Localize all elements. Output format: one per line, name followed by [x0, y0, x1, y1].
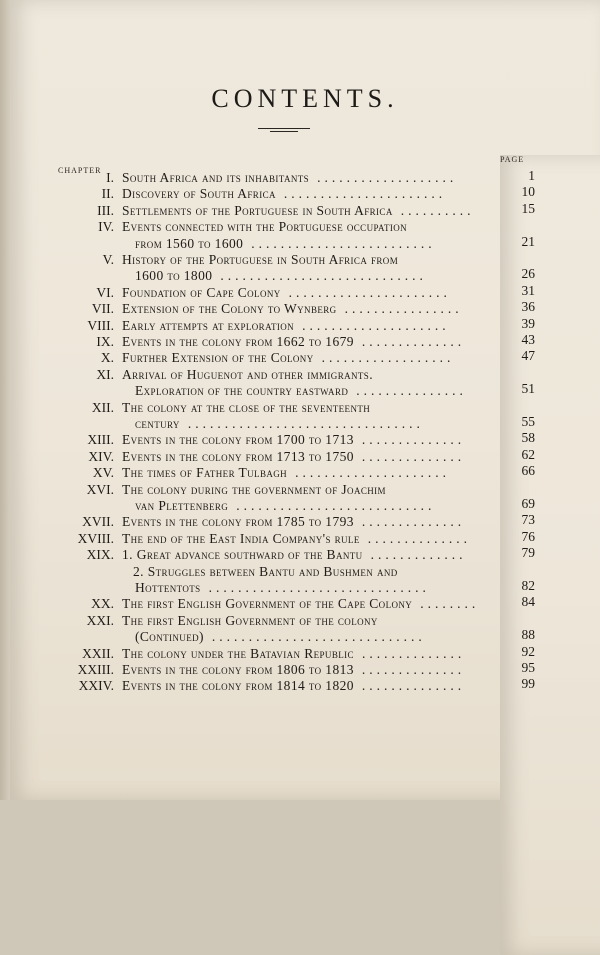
chapter-number: V.: [102, 252, 114, 267]
dot-leader: ..............: [367, 530, 471, 546]
dot-leader: ................: [344, 301, 463, 317]
page-number: 55: [521, 414, 535, 429]
page-number: 58: [521, 430, 535, 446]
dot-leader: .....................: [295, 465, 450, 481]
chapter-title: Events in the colony from 1814 to 1820: [122, 678, 354, 694]
dot-leader: .............: [370, 547, 467, 563]
page-number: 82: [521, 578, 535, 593]
chapter-title: 1. Great advance southward of the Bantu: [122, 547, 363, 563]
dot-leader: ..................: [321, 350, 455, 366]
page-number: 88: [521, 627, 535, 643]
chapter-number: I.: [106, 170, 114, 185]
dot-leader: ........: [420, 596, 480, 612]
page-number: 84: [521, 594, 535, 610]
chapter-title: South Africa and its inhabitants: [122, 170, 310, 185]
chapter-number: XX.: [91, 596, 114, 612]
chapter-title: Arrival of Huguenot and other immigrants.: [122, 366, 373, 382]
page-number: 76: [521, 528, 535, 544]
chapter-title: Events in the colony from 1700 to 1713: [122, 432, 354, 448]
dot-leader: ............................: [220, 268, 427, 284]
chapter-title: Events connected with the Portuguese occupation: [122, 219, 408, 235]
page-number: 69: [521, 496, 535, 511]
title-rule: [258, 128, 310, 129]
chapter-title: from 1560 to 1600: [135, 235, 244, 251]
dot-leader: ..............: [361, 645, 466, 661]
chapter-number: XI.: [96, 366, 114, 382]
chapter-number: XIV.: [88, 448, 114, 464]
chapter-title: century: [135, 416, 180, 431]
chapter-title: Events in the colony from 1806 to 1813: [122, 662, 354, 677]
dot-leader: ...............: [356, 383, 467, 399]
chapter-number: XV.: [92, 465, 114, 481]
dot-leader: ..............: [361, 448, 466, 464]
chapter-number: X.: [100, 350, 114, 366]
chapter-title: Settlements of the Portuguese in South Africa: [122, 202, 393, 218]
chapter-number: [10, 564, 114, 580]
dot-leader: ................................: [187, 416, 424, 431]
chapter-number: XVIII.: [77, 530, 114, 546]
chapter-title: The end of the East India Company's rule: [122, 530, 360, 546]
chapter-title: Early attempts at exploration: [122, 317, 295, 333]
dot-leader: ..............: [361, 334, 466, 349]
dot-leader: ..............................: [208, 580, 430, 595]
chapter-title: The first English Government of the Cape Colony: [122, 596, 413, 612]
page-number: 10: [521, 184, 535, 200]
chapter-number: VI.: [96, 284, 114, 300]
chapter-title: 1600 to 1800: [135, 268, 213, 284]
chapter-column-header: CHAPTER: [58, 166, 102, 175]
dot-leader: ..............: [361, 432, 466, 448]
book-page: [10, 0, 600, 800]
chapter-title: 2. Struggles between Bantu and Bushmen and: [133, 563, 398, 579]
chapter-title: Events in the colony from 1785 to 1793: [122, 514, 354, 530]
page-number: 47: [521, 348, 535, 364]
dot-leader: ...................: [317, 170, 458, 185]
dot-leader: ..........: [400, 202, 475, 218]
chapter-number: XVII.: [82, 514, 114, 530]
page-number: 95: [521, 660, 535, 675]
dot-leader: ...........................: [236, 498, 436, 513]
title-rule-short: [270, 131, 298, 132]
chapter-number: XXI.: [86, 612, 114, 628]
dot-leader: ......................: [283, 186, 447, 202]
chapter-title: The colony during the government of Joachim: [122, 481, 386, 497]
chapter-number: XVI.: [86, 481, 114, 497]
chapter-title: Events in the colony from 1713 to 1750: [122, 448, 354, 464]
chapter-title: Extension of the Colony to Wynberg: [122, 301, 337, 317]
chapter-number: IX.: [96, 334, 114, 349]
page-number: 66: [521, 463, 535, 479]
page-column-header: PAGE: [500, 155, 600, 955]
chapter-title: The first English Government of the colony: [122, 612, 378, 628]
page-number: 21: [521, 233, 535, 249]
page-number: 36: [521, 299, 535, 315]
chapter-title: Hottentots: [135, 580, 201, 595]
chapter-number: XIII.: [87, 432, 114, 448]
dot-leader: ..............: [361, 514, 466, 530]
chapter-title: (Continued): [135, 629, 204, 645]
page-number: 92: [521, 643, 535, 659]
chapter-title: Events in the colony from 1662 to 1679: [122, 334, 354, 349]
dot-leader: .............................: [211, 629, 426, 645]
chapter-number: XXIII.: [77, 662, 114, 677]
chapter-number: IV.: [98, 219, 114, 235]
page-number: 39: [521, 315, 535, 331]
chapter-title: Further Extension of the Colony: [122, 350, 314, 366]
page-number: 99: [521, 676, 535, 692]
page-number: 62: [521, 446, 535, 462]
chapter-number: XXII.: [82, 645, 114, 661]
chapter-title: The colony at the close of the seventeenth: [122, 399, 371, 415]
page-number: 31: [521, 282, 535, 298]
dot-leader: ....................: [302, 317, 450, 333]
chapter-number: VII.: [91, 301, 114, 317]
page-number: 15: [521, 200, 535, 216]
chapter-number: II.: [101, 186, 114, 202]
page-number: 1: [528, 168, 535, 183]
chapter-title: Foundation of Cape Colony: [122, 284, 281, 300]
chapter-title: The times of Father Tulbagh: [122, 465, 288, 481]
chapter-number: VIII.: [87, 317, 114, 333]
chapter-title: The colony under the Batavian Republic: [122, 645, 354, 661]
chapter-title: Discovery of South Africa: [122, 186, 276, 202]
page-number: 73: [521, 512, 535, 528]
dot-leader: ..............: [361, 662, 466, 677]
page-number: 26: [521, 266, 535, 282]
dot-leader: ......................: [288, 284, 451, 300]
chapter-number: XXIV.: [78, 678, 114, 694]
page-title: CONTENTS.: [211, 84, 399, 113]
chapter-number: XII.: [91, 399, 114, 415]
page-number: 51: [521, 381, 535, 397]
page-number: 79: [521, 545, 535, 561]
dot-leader: ..............: [361, 678, 466, 694]
chapter-title: History of the Portuguese in South Africa from: [122, 252, 399, 267]
chapter-title: van Plettenberg: [135, 498, 229, 513]
chapter-title: Exploration of the country eastward: [135, 383, 349, 399]
dot-leader: .........................: [251, 235, 436, 251]
chapter-number: XIX.: [86, 547, 114, 563]
chapter-number: III.: [97, 202, 114, 218]
page-number: 43: [521, 332, 535, 347]
